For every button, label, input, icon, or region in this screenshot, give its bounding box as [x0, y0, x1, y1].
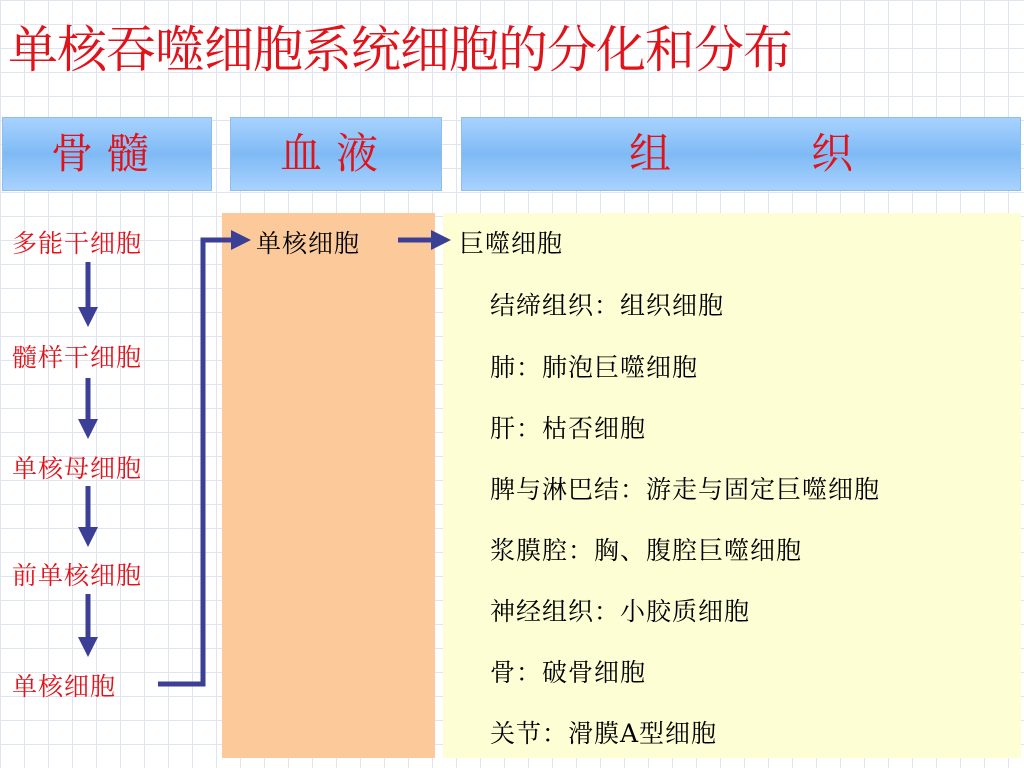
- header-bone-marrow: 骨髓: [2, 117, 212, 191]
- tissue-item-5: 神经组织：小胶质细胞: [490, 597, 751, 626]
- tissue-item-0: 结缔组织：组织细胞: [490, 291, 725, 320]
- tissue-item-6: 骨：破骨细胞: [490, 658, 647, 687]
- macrophage-label: 巨噬细胞: [459, 229, 564, 258]
- tissue-item-7: 关节：滑膜A型细胞: [490, 719, 718, 748]
- marrow-cell-4: 单核细胞: [12, 672, 117, 701]
- header-tissue-right: 织: [811, 129, 854, 178]
- header-tissue-left: 组: [628, 129, 671, 178]
- blood-cell-label: 单核细胞: [256, 229, 361, 258]
- page-title: 单核吞噬细胞系统细胞的分化和分布: [8, 21, 792, 79]
- marrow-cell-0: 多能干细胞: [12, 229, 143, 258]
- header-blood: 血液: [230, 117, 442, 191]
- marrow-cell-3: 前单核细胞: [12, 561, 143, 590]
- marrow-to-blood-arrow: [158, 240, 242, 684]
- tissue-item-2: 肝：枯否细胞: [490, 414, 647, 443]
- marrow-cell-2: 单核母细胞: [12, 454, 143, 483]
- tissue-item-1: 肺：肺泡巨噬细胞: [490, 353, 699, 382]
- marrow-cell-1: 髓样干细胞: [12, 343, 143, 372]
- tissue-item-3: 脾与淋巴结：游走与固定巨噬细胞: [490, 475, 881, 504]
- tissue-item-4: 浆膜腔：胸、腹腔巨噬细胞: [490, 536, 803, 565]
